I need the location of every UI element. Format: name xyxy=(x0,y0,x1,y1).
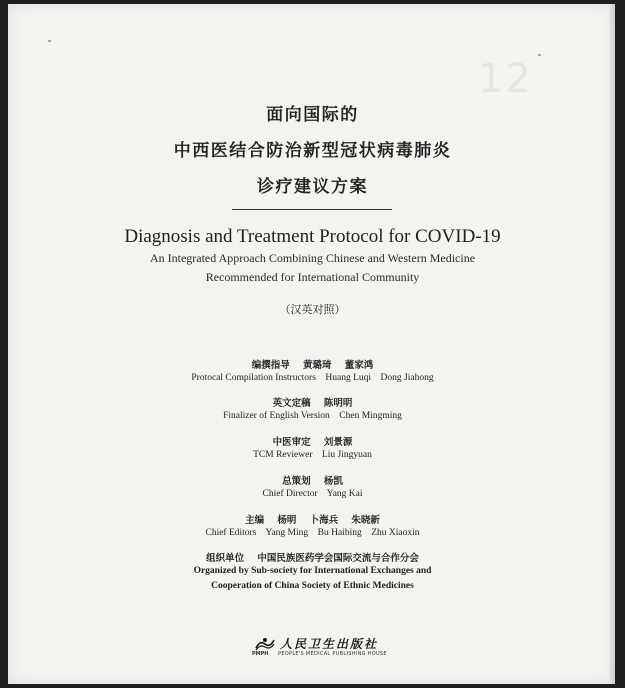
title-cn-line3: 诊疗建议方案 xyxy=(257,177,368,197)
credit-reviewer-en: TCM Reviewer Liu Jingyuan xyxy=(253,450,372,460)
organizer-cn: 组织单位 中国民族医药学会国际交流与合作分会 xyxy=(206,553,419,564)
credit-director-en: Chief Director Yang Kai xyxy=(262,489,363,499)
credit-finalizer-en: Finalizer of English Version Chen Mingming xyxy=(223,411,402,421)
credit-instructors-cn: 编撰指导 黄璐琦 董家鸿 xyxy=(251,360,374,371)
bleed-through-mark: 12 xyxy=(478,56,533,102)
credit-director-cn: 总策划 杨凯 xyxy=(282,476,343,487)
title-en-subtitle-1: An Integrated Approach Combining Chinese and Western Medicine xyxy=(149,251,476,265)
organizer-en-line2: Cooperation of China Society of Ethnic Medicines xyxy=(211,581,414,591)
scan-speck xyxy=(48,40,51,42)
publisher-name-en: PEOPLE'S MEDICAL PUBLISHING HOUSE xyxy=(278,651,387,657)
title-cn-line2: 中西医结合防治新型冠状病毒肺炎 xyxy=(173,141,452,161)
credit-editors-en: Chief Editors Yang Ming Bu Haibing Zhu Xiaoxin xyxy=(205,528,420,538)
title-en-main: Diagnosis and Treatment Protocol for COVID-19 xyxy=(124,226,501,247)
publisher-logo-icon xyxy=(254,636,276,652)
credit-reviewer-cn: 中医审定 刘景源 xyxy=(272,437,353,448)
title-cn-line1: 面向国际的 xyxy=(266,105,359,125)
organizer-en-line1: Organized by Sub-society for International Exchanges and xyxy=(193,566,432,576)
edition-note: （汉英对照） xyxy=(279,303,346,316)
publisher-mark: PMPH xyxy=(252,651,269,657)
title-divider xyxy=(232,209,392,210)
credit-editors-cn: 主编 杨明 卜海兵 朱晓新 xyxy=(245,515,380,526)
credit-finalizer-cn: 英文定稿 陈明明 xyxy=(272,398,353,409)
credit-instructors-en: Protocal Compilation Instructors Huang Luqi Dong Jiahong xyxy=(191,373,434,383)
publisher-logo xyxy=(236,636,396,660)
title-en-subtitle-2: Recommended for International Community xyxy=(205,270,420,284)
publisher-name-cn: 人民卫生出版社 xyxy=(280,637,379,651)
scan-speck xyxy=(538,54,541,56)
